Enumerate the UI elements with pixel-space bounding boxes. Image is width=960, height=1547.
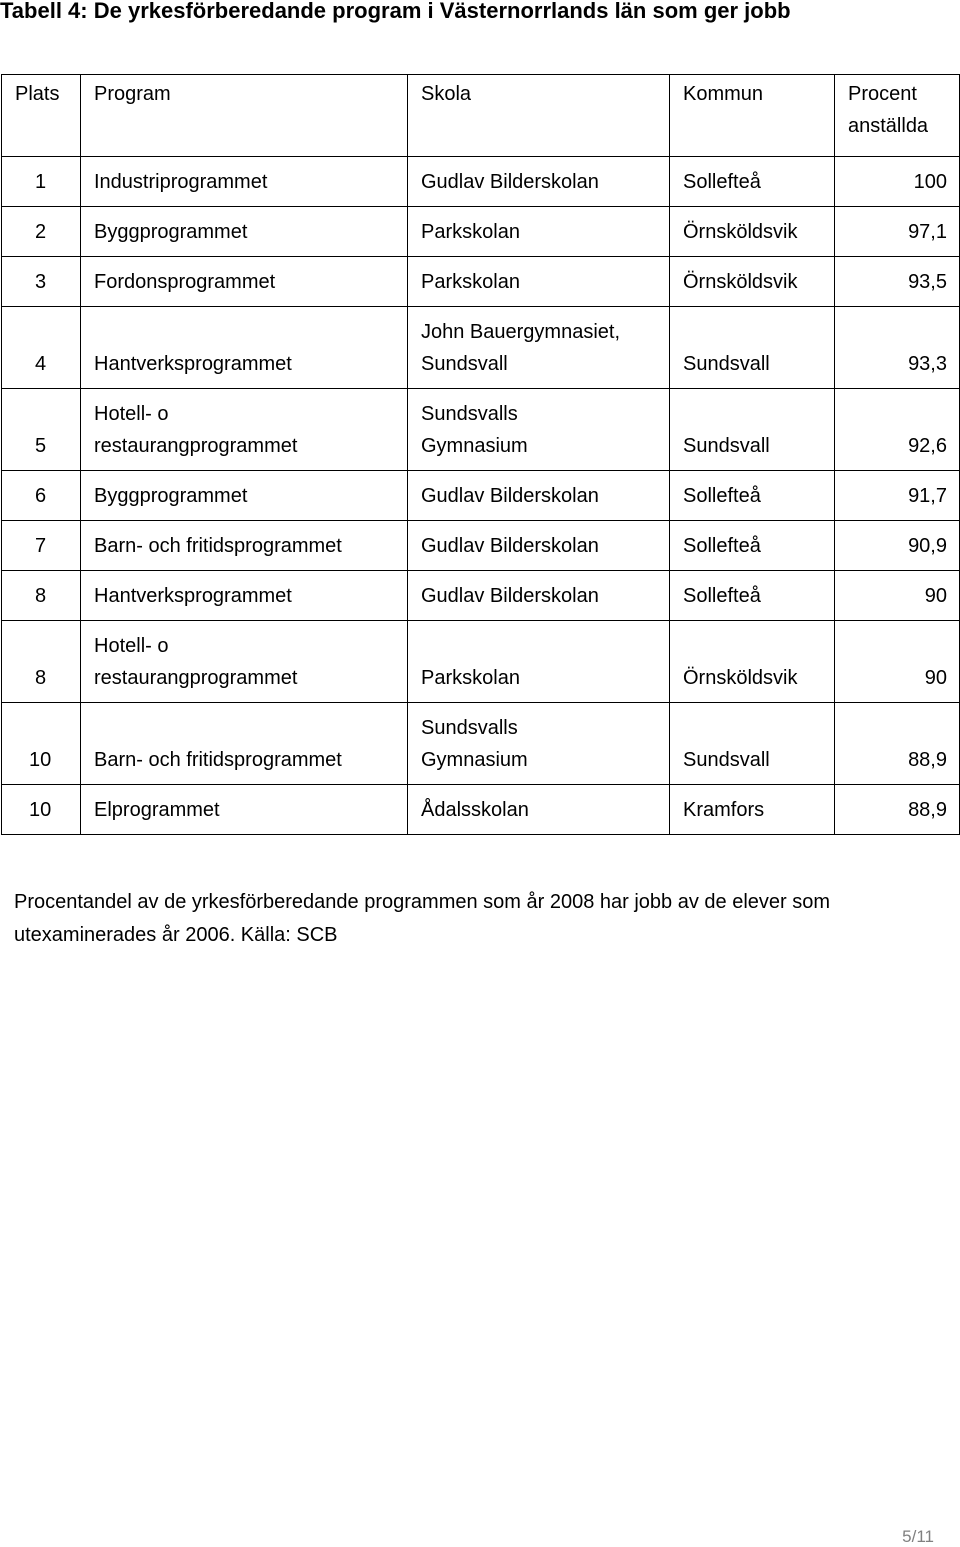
table-row <box>2 207 960 257</box>
cell-plats: 2 <box>2 207 81 257</box>
table-row <box>2 471 960 521</box>
column-header-procent-line1: Procent <box>848 83 917 105</box>
cell-procent: 93,3 <box>835 307 960 389</box>
cell-procent: 88,9 <box>835 703 960 785</box>
cell-program <box>81 389 408 471</box>
cell-skola: Gudlav Bilderskolan <box>408 471 670 521</box>
table-row <box>2 307 960 389</box>
column-header-skola: Skola <box>408 75 670 157</box>
column-header-procent-line2: anställda <box>848 115 929 137</box>
cell-procent: 90 <box>835 621 960 703</box>
table-row <box>2 785 960 835</box>
cell-skola-line2: Sundsvall <box>421 353 508 375</box>
cell-program <box>81 621 408 703</box>
table-caption: Procentandel av de yrkesförberedande programmen som år 2008 har jobb av de elever som utexaminerades år 2006. Källa: SCB <box>14 891 831 946</box>
jobs-table <box>1 74 960 835</box>
cell-program: Elprogrammet <box>81 785 408 835</box>
cell-skola <box>408 703 670 785</box>
cell-program: Barn- och fritidsprogrammet <box>81 703 408 785</box>
cell-program-line1: Hotell- o <box>94 635 169 657</box>
cell-program-line2: restaurangprogrammet <box>94 667 298 689</box>
cell-plats: 8 <box>2 621 81 703</box>
cell-plats: 10 <box>2 703 81 785</box>
cell-kommun: Örnsköldsvik <box>670 207 835 257</box>
page-number: 5/11 <box>902 1527 934 1546</box>
cell-kommun: Sundsvall <box>670 389 835 471</box>
cell-program-line1: Hotell- o <box>94 403 169 425</box>
column-header-program: Program <box>81 75 408 157</box>
cell-plats: 4 <box>2 307 81 389</box>
cell-program: Hantverksprogrammet <box>81 571 408 621</box>
table-row <box>2 257 960 307</box>
cell-program: Byggprogrammet <box>81 207 408 257</box>
table-header-row <box>2 75 960 157</box>
cell-program: Byggprogrammet <box>81 471 408 521</box>
cell-skola: Gudlav Bilderskolan <box>408 521 670 571</box>
cell-kommun: Sundsvall <box>670 703 835 785</box>
cell-skola: Ådalsskolan <box>408 785 670 835</box>
cell-skola-line2: Gymnasium <box>421 749 528 771</box>
cell-kommun: Sollefteå <box>670 571 835 621</box>
table-row <box>2 389 960 471</box>
cell-skola: Parkskolan <box>408 207 670 257</box>
cell-skola: Gudlav Bilderskolan <box>408 571 670 621</box>
cell-program: Barn- och fritidsprogrammet <box>81 521 408 571</box>
cell-plats: 10 <box>2 785 81 835</box>
cell-procent: 100 <box>835 157 960 207</box>
cell-plats: 1 <box>2 157 81 207</box>
column-header-plats: Plats <box>2 75 81 157</box>
cell-procent: 91,7 <box>835 471 960 521</box>
cell-kommun: Örnsköldsvik <box>670 621 835 703</box>
cell-kommun: Örnsköldsvik <box>670 257 835 307</box>
cell-skola: Parkskolan <box>408 621 670 703</box>
cell-program: Fordonsprogrammet <box>81 257 408 307</box>
cell-procent: 92,6 <box>835 389 960 471</box>
cell-procent: 93,5 <box>835 257 960 307</box>
cell-skola-line1: Sundsvalls <box>421 717 518 739</box>
cell-plats: 5 <box>2 389 81 471</box>
cell-program: Industriprogrammet <box>81 157 408 207</box>
cell-skola: Parkskolan <box>408 257 670 307</box>
cell-program: Hantverksprogrammet <box>81 307 408 389</box>
cell-kommun: Sundsvall <box>670 307 835 389</box>
table-row <box>2 621 960 703</box>
cell-plats: 8 <box>2 571 81 621</box>
cell-skola <box>408 389 670 471</box>
cell-skola: Gudlav Bilderskolan <box>408 157 670 207</box>
cell-skola-line1: John Bauergymnasiet, <box>421 321 621 343</box>
cell-plats: 3 <box>2 257 81 307</box>
column-header-kommun: Kommun <box>670 75 835 157</box>
cell-program-line2: restaurangprogrammet <box>94 435 298 457</box>
cell-procent: 90 <box>835 571 960 621</box>
cell-procent: 97,1 <box>835 207 960 257</box>
table-row <box>2 571 960 621</box>
table-row <box>2 521 960 571</box>
table-row <box>2 157 960 207</box>
cell-kommun: Kramfors <box>670 785 835 835</box>
cell-skola-line1: Sundsvalls <box>421 403 518 425</box>
cell-kommun: Sollefteå <box>670 471 835 521</box>
cell-kommun: Sollefteå <box>670 521 835 571</box>
cell-plats: 7 <box>2 521 81 571</box>
cell-skola-line2: Gymnasium <box>421 435 528 457</box>
table-row <box>2 703 960 785</box>
cell-kommun: Sollefteå <box>670 157 835 207</box>
cell-plats: 6 <box>2 471 81 521</box>
cell-skola <box>408 307 670 389</box>
cell-procent: 88,9 <box>835 785 960 835</box>
column-header-procent <box>835 75 960 157</box>
table-title: Tabell 4: De yrkesförberedande program i Västernorrlands län som ger jobb <box>0 0 791 23</box>
cell-procent: 90,9 <box>835 521 960 571</box>
